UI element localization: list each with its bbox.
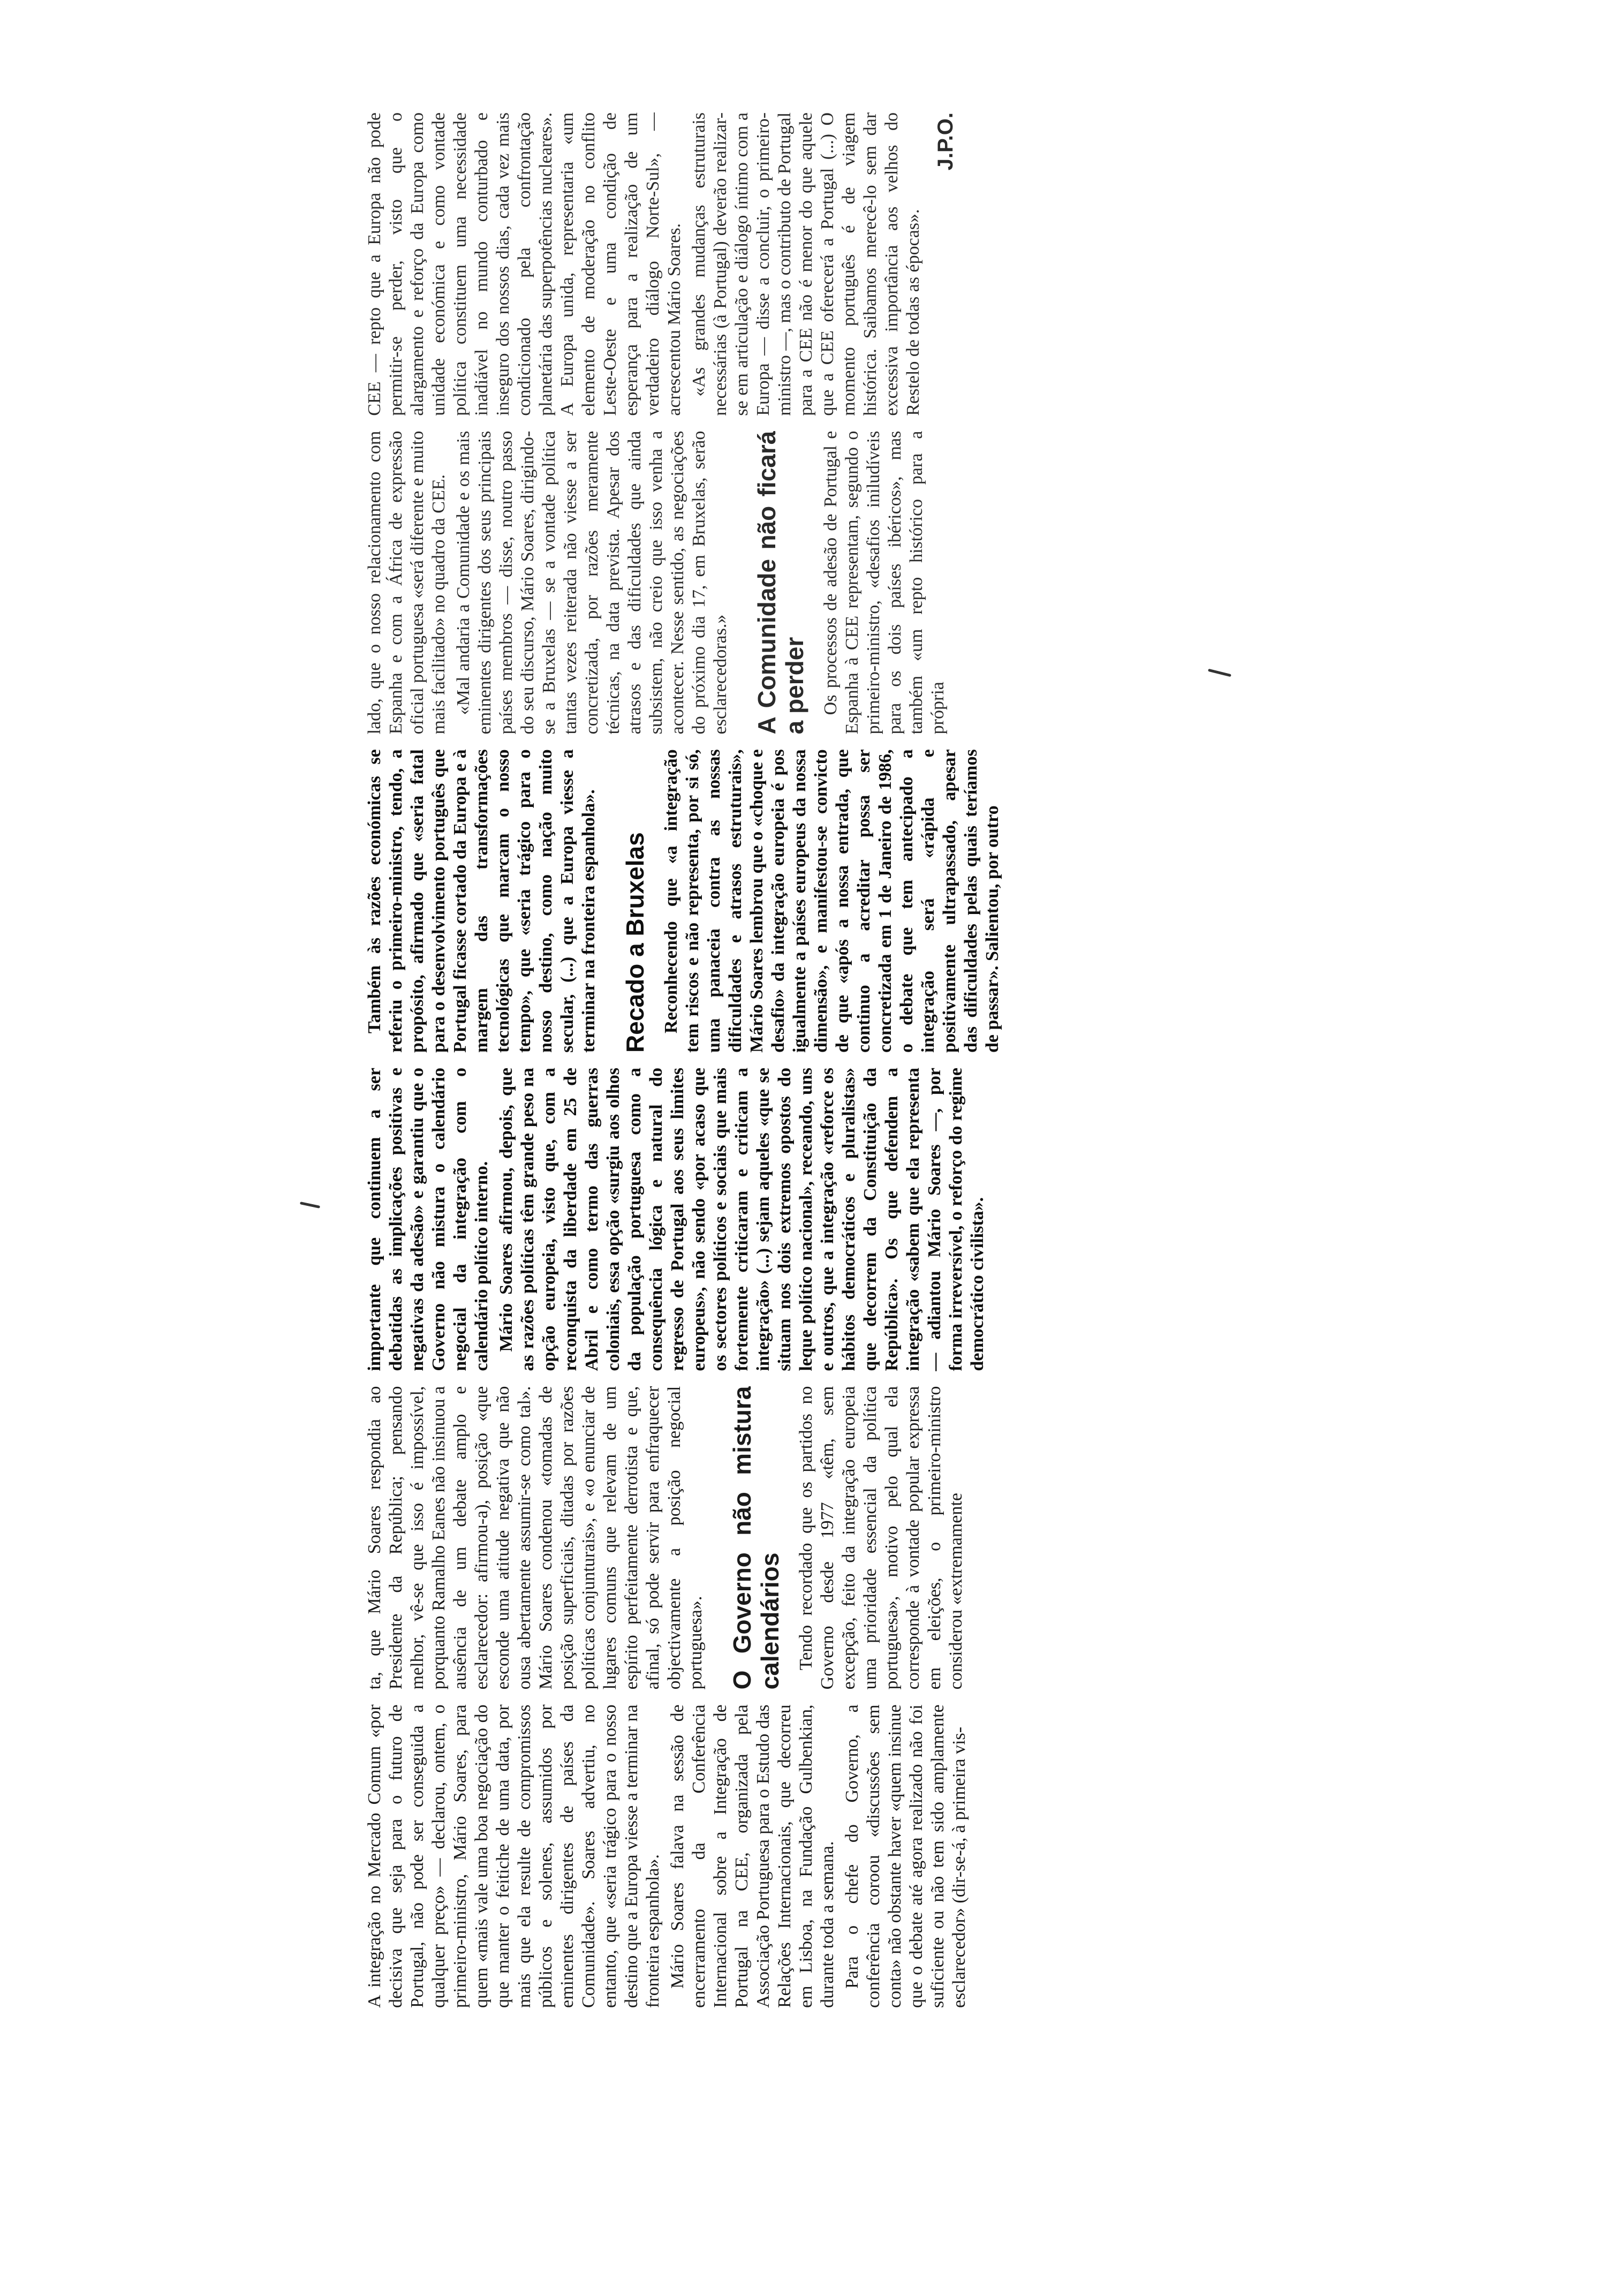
paragraph: ta, que Mário Soares respondia ao Presidente da República; pensando melhor, vê-se que isso é impossível, porquanto Ramalho Eanes não insinuou a ausência de um debate amplo e esclarecedor: afirmou-a), posição «que esconde uma atitude negativa que não ousa abertamente assumir-se como tal». Mário Soares condenou «tomadas de posição superficiais, ditadas por razões políticas conjunturais», e «o enunciar de lugares comuns que relevam de um espírito perfeitamente derrotista e que, afinal, só pode servir para enfraquecer objectivamente a posição negocial portuguesa».	[365, 1386, 706, 1690]
section-heading: O Governo não mistura calendários	[728, 1386, 784, 1690]
paragraph: «As grandes mudanças estruturais necessárias (à Portugal) deverão realizar-se em articulação e diálogo íntimo com a Europa — disse a concluir, o primeiro-ministro —, mas o contributo de Portugal para a CEE não é menor do que aquele que a CEE oferecerá a Portugal (...) O momento português é de viagem histórica. Saibamos merecê-lo sem dar excessiva importância aos velhos do Restelo de todas as épocas».	[689, 112, 923, 416]
paragraph: Para o chefe do Governo, a conferência coroou «discussões sem conta» não obstante haver «quem insinue que o debate até agora realizado não foi suficiente ou não tem sido amplamente esclarecedor» (dir-se-á, à primeira vis-	[842, 1704, 969, 2008]
newspaper-clipping	[364, 107, 1306, 2013]
paragraph: lado, que o nosso relacionamento com Espanha e com a África de expressão oficial portuguesa «será diferente e muito mais facilitado» no quadro da CEE.	[365, 430, 449, 735]
article-column-3	[364, 1068, 1306, 1371]
paragraph: Tendo recordado que os partidos no Governo desde 1977 «têm, sem excepção, feito da integração europeia uma prioridade essencial da política portuguesa», motivo pelo qual ela corresponde à vontade popular expressa em eleições, o primeiro-ministro considerou «extremamente	[796, 1386, 966, 1690]
article-column-6	[364, 112, 1306, 416]
paragraph: «Mal andaria a Comunidade e os mais eminentes dirigentes dos seus principais países membros — disse, noutro passo do seu discurso, Mário Soares, dirigindo-se a Bruxelas — se a vontade política tantas vezes reiterada não viesse a ser concretizada, por razões meramente técnicas, na data prevista. Apesar dos atrasos e das dificuldades que ainda subsistem, não creio que isso venha a acontecer. Nesse sentido, as negociações do próximo dia 17, em Bruxelas, serão esclarecedoras.»	[453, 430, 730, 735]
author-signature: J.P.O.	[934, 112, 957, 171]
article-column-2	[364, 1386, 1306, 1690]
clipping-columns	[364, 107, 1306, 2013]
article-column-5	[364, 431, 1306, 735]
paragraph: A integração no Mercado Comum «por decisiva que seja para o futuro de Portugal, não pode ser conseguida a qualquer preço» — declarou, ontem, o primeiro-ministro, Mário Soares, para quem «mais vale uma boa negociação do que manter o feitiche de uma data, por mais que ela resulte de compromissos públicos e solenes, assumidos por eminentes dirigentes de países da Comunidade». Soares advertiu, no entanto, que «seria trágico para o nosso destino que a Europa viesse a terminar na fronteira espanhola».	[365, 1704, 663, 2008]
section-heading: A Comunidade não ficará a perder	[753, 430, 808, 735]
paragraph: importante que continuem a ser debatidas as implicações positivas e negativas da adesão» e garantiu que o Governo não mistura o calendário negocial da integração com o calendário político interno.	[365, 1067, 491, 1371]
paragraph: Reconhecendo que «a integração tem riscos e não representa, por si só, uma panaceia contra as nossas dificuldades e atrasos estruturais», Mário Soares lembrou que o «choque e desafio» da integração europeia é pos igualmente a países europeus da nossa dimensão», e manifestou-se convicto de que «após a nossa entrada, que continuo a acreditar possa ser concretizada em 1 de Janeiro de 1986, o debate que tem antecipado a integração será «rápida e positivamente ultrapassado, apesar das dificuldades pelas quais teríamos de passar». Salientou, por outro	[661, 749, 1002, 1053]
paragraph: Os processos de adesão de Portugal e Espanha à CEE representam, segundo o primeiro-ministro, «desafios iniludíveis para os dois países ibéricos», mas também «um repto histórico para a própria	[821, 430, 948, 735]
paragraph: Também às razões económicas se referiu o primeiro-ministro, tendo, a propósito, afirmado que «seria fatal para o desenvolvimento português que Portugal ficasse cortado da Europa e à margem das transformações tecnológicas que marcam o nosso tempo», que «seria trágico para o nosso destino, como nação muito secular, (...) que a Europa viesse a terminar na fronteira espanhola».	[365, 749, 599, 1053]
paragraph: Mário Soares falava na sessão de encerramento da Conferência Internacional sobre a Integração de Portugal na CEE, organizada pela Associação Portuguesa para o Estudo das Relações Internacionais, que decorreu em Lisboa, na Fundação Gulbenkian, durante toda a semana.	[668, 1704, 837, 2008]
article-column-1	[364, 1704, 1306, 2008]
paragraph: CEE — repto que a Europa não pode permitir-se perder, visto que o alargamento e reforço da Europa como unidade económica e como vontade política constituem uma necessidade inadiável no mundo conturbado e inseguro dos nossos dias, cada vez mais condicionado pela confrontação planetária das superpotências nucleares». A Europa unida, representaria «um elemento de moderação no conflito Leste-Oeste e uma condição de esperança para a realização de um verdadeiro diálogo Norte-Sul», — acrescentou Mário Soares.	[365, 112, 684, 416]
scan-mark	[300, 1202, 320, 1209]
paragraph: Mário Soares afirmou, depois, que as razões políticas têm grande peso na opção europeia, visto que, com a reconquista da liberdade em 25 de Abril e como termo das guerras coloniais, essa opção «surgiu aos olhos da população portuguesa como a consequência lógica e natural do regresso de Portugal aos seus limites europeus», não sendo «por acaso que os sectores políticos e sociais que mais fortemente criticaram e criticam a integração» (...) sejam aqueles «que se situam nos dois extremos opostos do leque político nacional», receando, uns e outros, que a integração «reforce os hábitos democráticos e pluralistas» que decorrem da Constituição da República». Os que defendem a integração «sabem que ela representa — adiantou Mário Soares —, por forma irreversível, o reforço do regime democrático civilista».	[496, 1067, 987, 1371]
section-heading: Recado a Bruxelas	[621, 832, 649, 1053]
article-column-4	[364, 749, 1306, 1053]
